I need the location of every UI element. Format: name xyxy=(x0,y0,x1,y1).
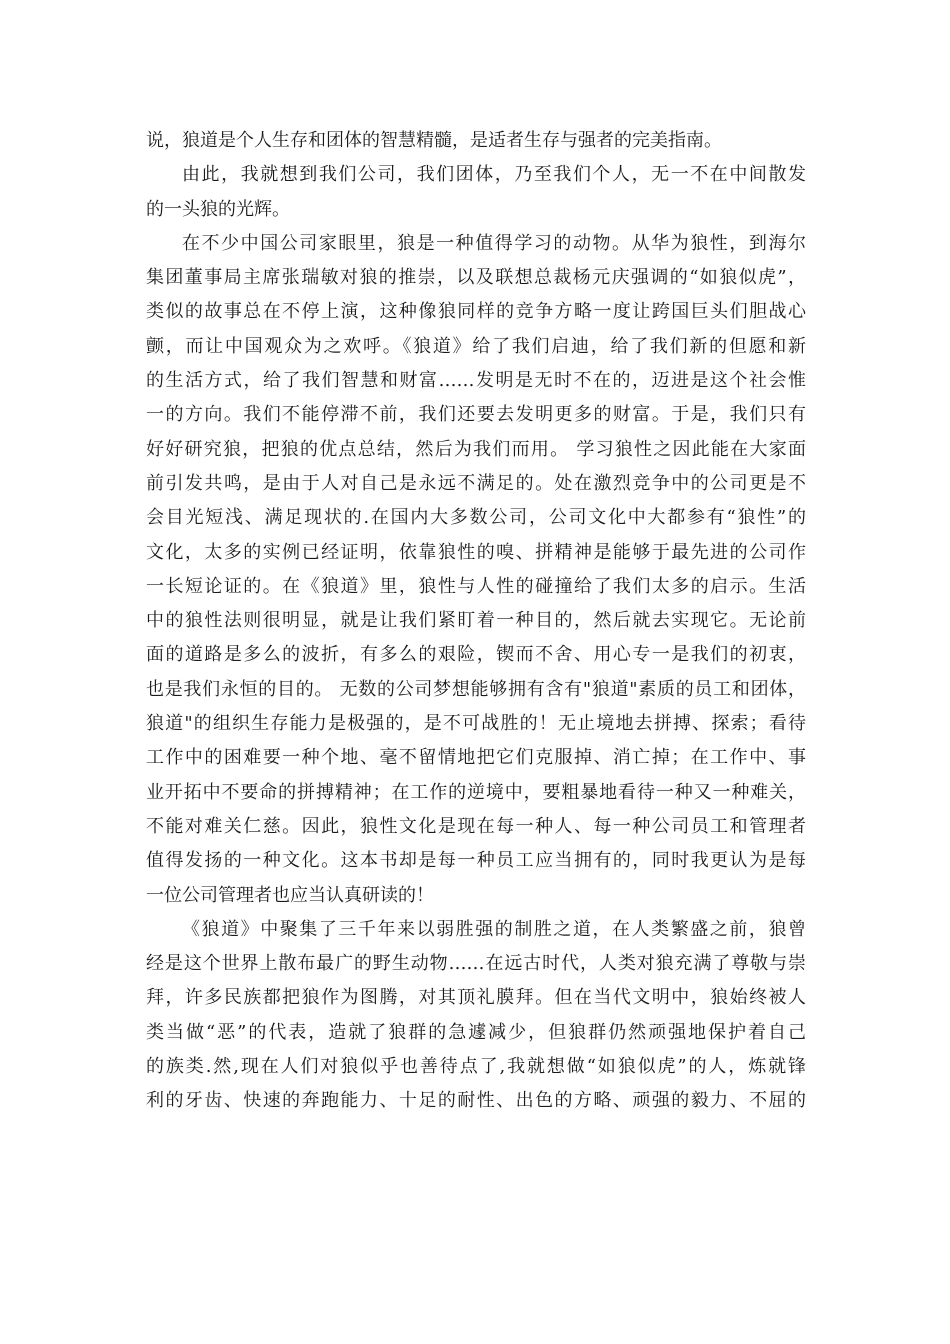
text-line: 一长短论证的。在《狼道》里，狼性与人性的碰撞给了我们太多的启示。生活 xyxy=(146,575,806,597)
text-line: 好好研究狼，把狼的优点总结，然后为我们而用。 学习狼性之因此能在大家面 xyxy=(146,438,806,460)
text-line: 中的狼性法则很明显，就是让我们紧盯着一种目的，然后就去实现它。无论前 xyxy=(146,610,806,632)
text-line: 利的牙齿、快速的奔跑能力、十足的耐性、出色的方略、顽强的毅力、不屈的 xyxy=(146,1090,806,1112)
text-line: 的生活方式，给了我们智慧和财富……发明是无时不在的，迈进是这个社会惟 xyxy=(146,370,806,392)
text-line: 经是这个世界上散布最广的野生动物……在远古时代，人类对狼充满了尊敬与崇 xyxy=(146,953,806,975)
text-line: 颤，而让中国观众为之欢呼。《狼道》给了我们启迪，给了我们新的但愿和新 xyxy=(146,335,806,357)
text-line: 面的道路是多么的波折，有多么的艰险，锲而不舍、用心专一是我们的初衷， xyxy=(146,644,806,666)
text-line: 工作中的困难要一种个地、毫不留情地把它们克服掉、消亡掉；在工作中、事 xyxy=(146,747,806,769)
text-line: 一的方向。我们不能停滞不前，我们还要去发明更多的财富。于是，我们只有 xyxy=(146,404,806,426)
text-line: 狼道"的组织生存能力是极强的，是不可战胜的！无止境地去拼搏、探索；看待 xyxy=(146,713,806,735)
document-body xyxy=(146,124,806,1119)
text-line: 不能对难关仁慈。因此，狼性文化是现在每一种人、每一种公司员工和管理者 xyxy=(146,815,806,837)
text-line: 拜，许多民族都把狼作为图腾，对其顶礼膜拜。但在当代文明中，狼始终被人 xyxy=(146,987,806,1009)
text-line: 业开拓中不要命的拼搏精神；在工作的逆境中，要粗暴地看待一种又一种难关， xyxy=(146,781,806,803)
text-line: 类当做“恶”的代表，造就了狼群的急遽减少，但狼群仍然顽强地保护着自己 xyxy=(146,1021,806,1043)
text-line: 值得发扬的一种文化。这本书却是每一种员工应当拥有的，同时我更认为是每 xyxy=(146,850,806,872)
paragraph-start-line: 《狼道》中聚集了三千年来以弱胜强的制胜之道，在人类繁盛之前，狼曾 xyxy=(182,918,806,940)
text-line: 的一头狼的光辉。 xyxy=(146,198,290,220)
text-line: 集团董事局主席张瑞敏对狼的推崇，以及联想总裁杨元庆强调的“如狼似虎”， xyxy=(146,267,806,289)
paragraph-start-line: 在不少中国公司家眼里，狼是一种值得学习的动物。从华为狼性，到海尔 xyxy=(182,232,806,254)
paragraph-start-line: 由此，我就想到我们公司，我们团体，乃至我们个人，无一不在中间散发 xyxy=(182,164,806,186)
text-line: 说，狼道是个人生存和团体的智慧精髓，是适者生存与强者的完美指南。 xyxy=(146,130,722,151)
text-line: 的族类.然,现在人们对狼似乎也善待点了,我就想做“如狼似虎”的人，炼就锋 xyxy=(146,1056,806,1078)
text-line: 也是我们永恒的目的。 无数的公司梦想能够拥有含有"狼道"素质的员工和团体， xyxy=(146,678,806,700)
text-line: 前引发共鸣，是由于人对自己是永远不满足的。处在激烈竞争中的公司更是不 xyxy=(146,472,806,494)
text-line: 文化，太多的实例已经证明，依靠狼性的嗅、拼精神是能够于最先进的公司作 xyxy=(146,541,806,563)
text-line: 类似的故事总在不停上演，这种像狼同样的竞争方略一度让跨国巨头们胆战心 xyxy=(146,301,806,323)
text-line: 会目光短浅、满足现状的.在国内大多数公司，公司文化中大都参有“狼性”的 xyxy=(146,507,806,529)
text-line: 一位公司管理者也应当认真研读的！ xyxy=(146,884,434,906)
